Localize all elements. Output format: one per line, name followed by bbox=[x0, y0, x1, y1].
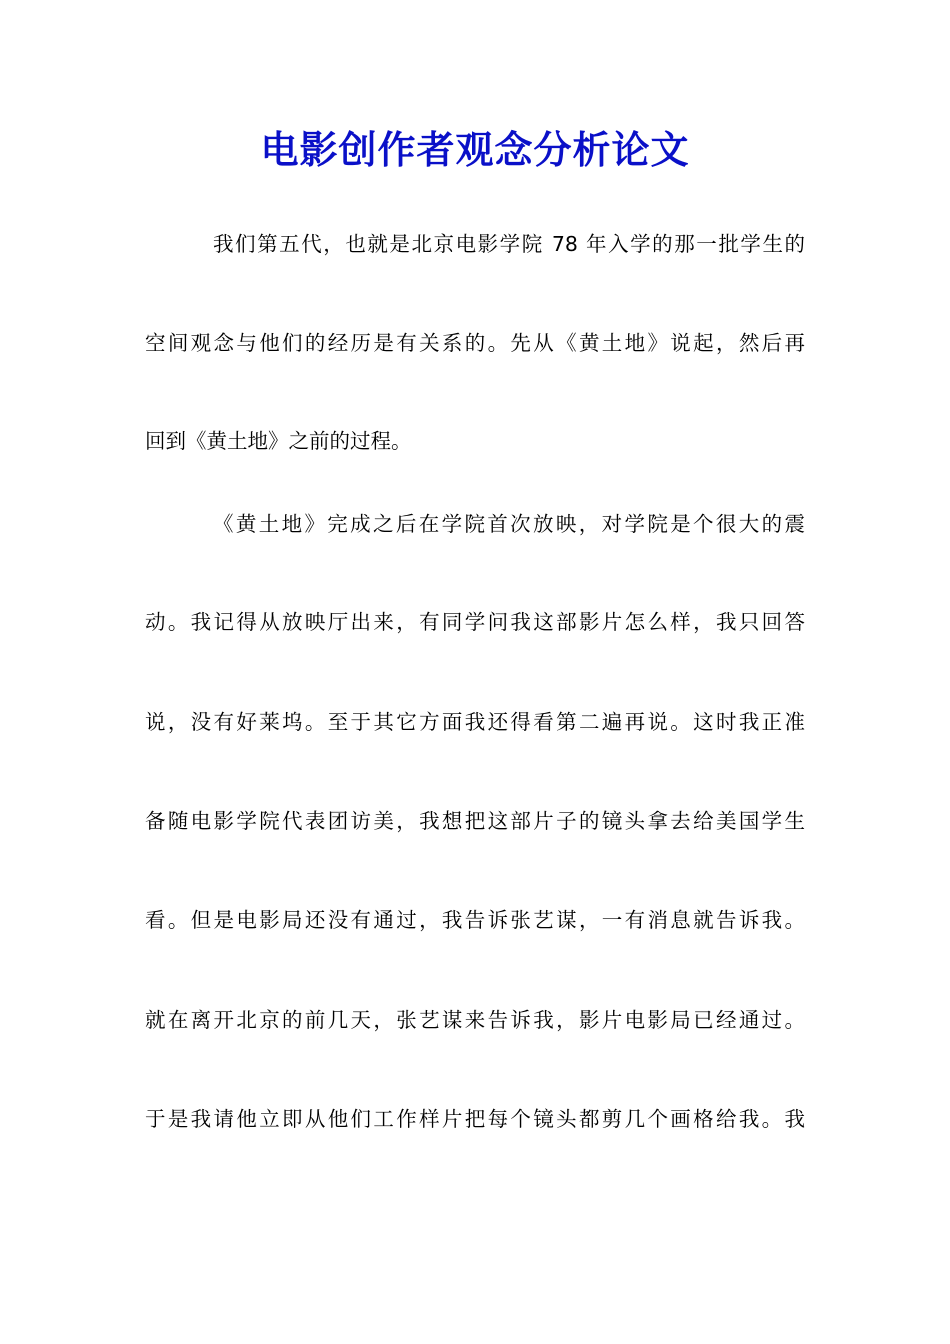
paragraph-2-line-5: 看。但是电影局还没有通过，我告诉张艺谋，一有消息就告诉我。 bbox=[145, 908, 805, 932]
paragraph-1-line-3: 回到《黄土地》之前的过程。 bbox=[145, 429, 412, 453]
paragraph-1-line-2: 空间观念与他们的经历是有关系的。先从《黄土地》说起，然后再 bbox=[145, 331, 805, 355]
paragraph-2-line-7: 于是我请他立即从他们工作样片把每个镜头都剪几个画格给我。我 bbox=[145, 1107, 805, 1131]
paragraph-1-line-1: 我们第五代，也就是北京电影学院 78 年入学的那一批学生的 bbox=[213, 232, 805, 256]
paragraph-2-line-1: 《黄土地》完成之后在学院首次放映，对学院是个很大的震 bbox=[213, 512, 805, 536]
document-title: 电影创作者观念分析论文 bbox=[260, 127, 690, 172]
paragraph-2-line-4: 备随电影学院代表团访美，我想把这部片子的镜头拿去给美国学生 bbox=[145, 809, 805, 833]
paragraph-2-line-3: 说，没有好莱坞。至于其它方面我还得看第二遍再说。这时我正准 bbox=[145, 710, 805, 734]
paragraph-2-line-6: 就在离开北京的前几天，张艺谋来告诉我，影片电影局已经通过。 bbox=[145, 1008, 805, 1032]
paragraph-2-line-2: 动。我记得从放映厅出来，有同学问我这部影片怎么样，我只回答 bbox=[145, 610, 805, 634]
